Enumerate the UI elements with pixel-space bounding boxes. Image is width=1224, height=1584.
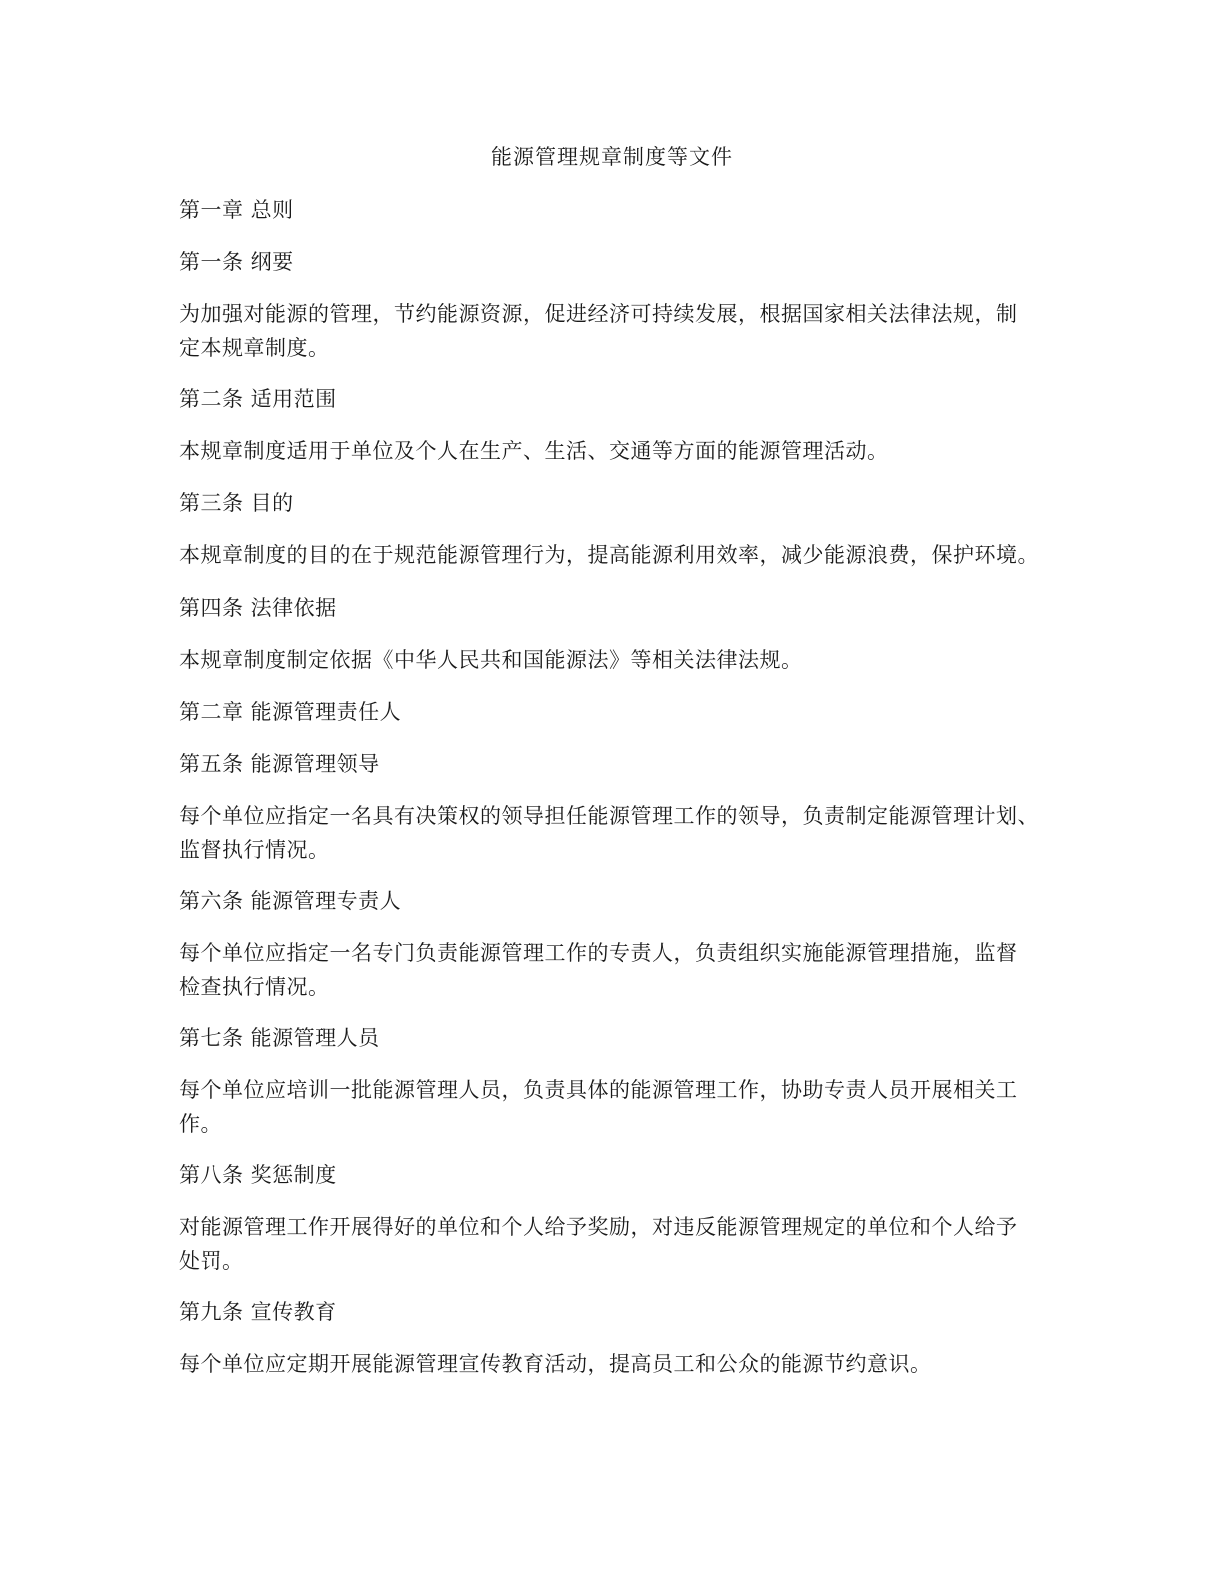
chapter-heading: [179, 193, 1049, 227]
text-line: 每个单位应培训一批能源管理人员，负责具体的能源管理工作，协助专责人员开展相关工: [179, 1078, 1018, 1102]
article-heading: [179, 1295, 1049, 1329]
paragraph: [179, 297, 1049, 365]
text-line: 第九条 宣传教育: [179, 1300, 337, 1324]
text-line: 本规章制度的目的在于规范能源管理行为，提高能源利用效率，减少能源浪费，保护环境。: [179, 543, 1039, 567]
paragraph: [179, 1210, 1049, 1278]
article-heading: [179, 382, 1049, 416]
text-line: 第五条 能源管理领导: [179, 752, 380, 776]
text-line: 检查执行情况。: [179, 975, 330, 999]
paragraph: [179, 538, 1049, 572]
article-heading: [179, 245, 1049, 279]
text-line: 第七条 能源管理人员: [179, 1026, 380, 1050]
text-line: 本规章制度制定依据《中华人民共和国能源法》等相关法律法规。: [179, 648, 803, 672]
paragraph: [179, 1347, 1049, 1381]
article-heading: [179, 1158, 1049, 1192]
text-line: 每个单位应定期开展能源管理宣传教育活动，提高员工和公众的能源节约意识。: [179, 1352, 932, 1376]
paragraph: [179, 1073, 1049, 1141]
text-line: 第四条 法律依据: [179, 596, 337, 620]
paragraph: [179, 434, 1049, 468]
text-line: 第一章 总则: [179, 198, 294, 222]
paragraph: [179, 799, 1049, 867]
text-line: 第六条 能源管理专责人: [179, 889, 402, 913]
article-heading: [179, 486, 1049, 520]
text-line: 对能源管理工作开展得好的单位和个人给予奖励，对违反能源管理规定的单位和个人给予: [179, 1215, 1018, 1239]
document-title: 能源管理规章制度等文件: [491, 145, 733, 169]
article-heading: [179, 591, 1049, 625]
paragraph: [179, 936, 1049, 1004]
text-line: 第八条 奖惩制度: [179, 1163, 337, 1187]
text-line: 处罚。: [179, 1249, 244, 1273]
text-line: 定本规章制度。: [179, 336, 330, 360]
article-heading: [179, 1021, 1049, 1055]
text-line: 第二条 适用范围: [179, 387, 337, 411]
text-line: 每个单位应指定一名专门负责能源管理工作的专责人，负责组织实施能源管理措施，监督: [179, 941, 1018, 965]
paragraph: [179, 643, 1049, 677]
text-line: 第二章 能源管理责任人: [179, 700, 402, 724]
text-line: 为加强对能源的管理，节约能源资源，促进经济可持续发展，根据国家相关法律法规，制: [179, 302, 1018, 326]
article-heading: [179, 747, 1049, 781]
text-line: 每个单位应指定一名具有决策权的领导担任能源管理工作的领导，负责制定能源管理计划、: [179, 804, 1039, 828]
text-line: 本规章制度适用于单位及个人在生产、生活、交通等方面的能源管理活动。: [179, 439, 889, 463]
text-line: 第三条 目的: [179, 491, 294, 515]
text-line: 作。: [179, 1112, 222, 1136]
text-line: 监督执行情况。: [179, 838, 330, 862]
text-line: 第一条 纲要: [179, 250, 294, 274]
article-heading: [179, 884, 1049, 918]
chapter-heading: [179, 695, 1049, 729]
